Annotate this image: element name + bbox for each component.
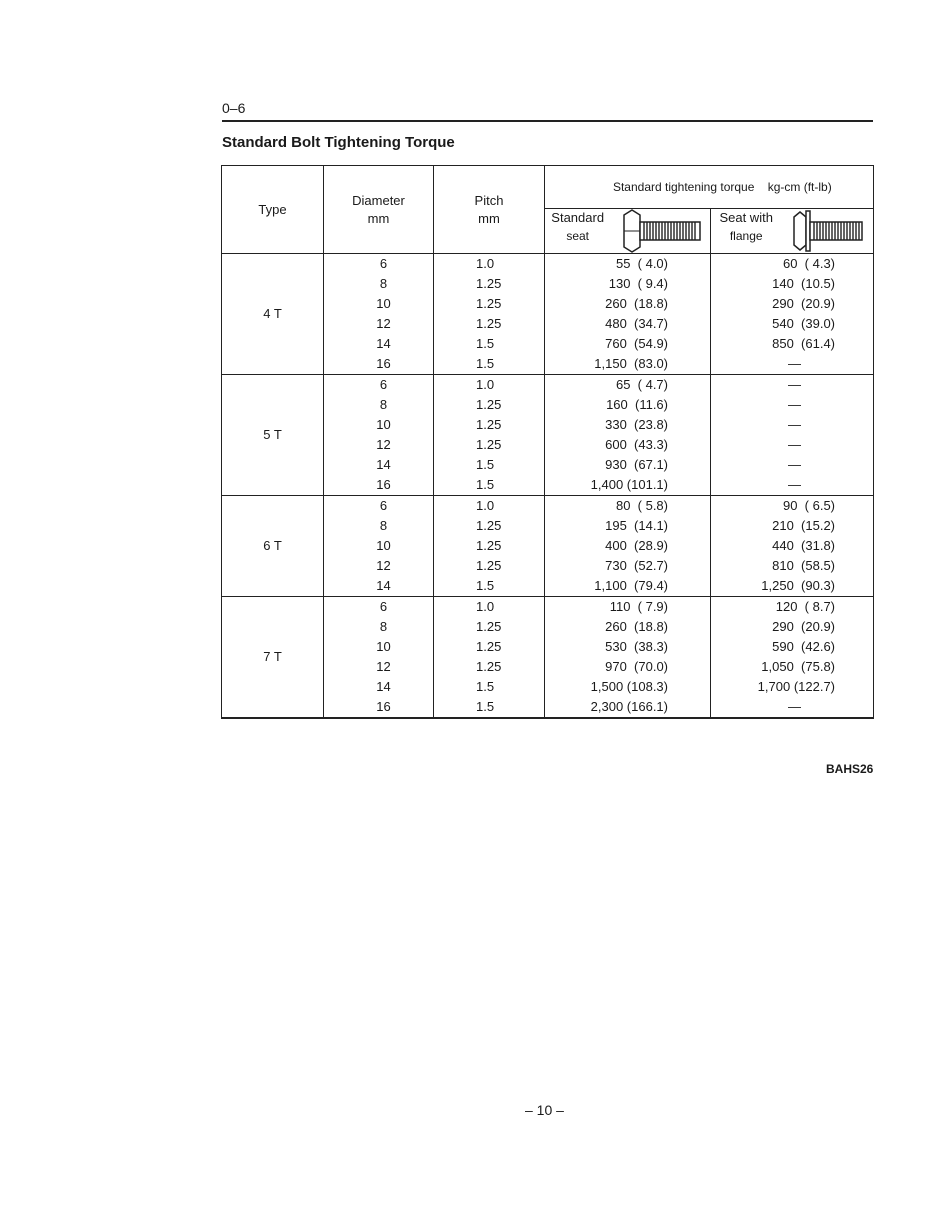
page-number: – 10 – bbox=[525, 1102, 564, 1118]
standard-torque-cell: 65 ( 4.7) bbox=[545, 375, 711, 396]
diameter-cell: 8 bbox=[324, 516, 434, 536]
flange-bolt-icon bbox=[787, 209, 865, 253]
pitch-cell: 1.25 bbox=[434, 435, 545, 455]
type-cell: 4 T bbox=[222, 254, 324, 375]
standard-torque-cell: 400 (28.9) bbox=[545, 536, 711, 556]
diameter-cell: 14 bbox=[324, 334, 434, 354]
flange-torque-cell: 1,050 (75.8) bbox=[711, 657, 874, 677]
flange-torque-cell: — bbox=[711, 395, 874, 415]
flange-torque-cell: — bbox=[711, 415, 874, 435]
page-title: Standard Bolt Tightening Torque bbox=[222, 134, 455, 151]
flange-torque-cell: 60 ( 4.3) bbox=[711, 254, 874, 275]
flange-torque-cell: 1,700 (122.7) bbox=[711, 677, 874, 697]
pitch-header bbox=[434, 166, 545, 254]
diameter-cell: 8 bbox=[324, 274, 434, 294]
table-row bbox=[222, 375, 874, 396]
flange-torque-cell: 590 (42.6) bbox=[711, 637, 874, 657]
standard-torque-cell: 55 ( 4.0) bbox=[545, 254, 711, 275]
flange-torque-cell: — bbox=[711, 354, 874, 375]
flange-torque-cell: 1,250 (90.3) bbox=[711, 576, 874, 597]
pitch-cell: 1.5 bbox=[434, 475, 545, 496]
diameter-cell: 12 bbox=[324, 314, 434, 334]
standard-torque-cell: 130 ( 9.4) bbox=[545, 274, 711, 294]
standard-torque-cell: 530 (38.3) bbox=[545, 637, 711, 657]
diameter-unit-label: mm bbox=[367, 210, 390, 226]
type-header bbox=[222, 166, 324, 254]
pitch-cell: 1.25 bbox=[434, 314, 545, 334]
diameter-cell: 8 bbox=[324, 617, 434, 637]
pitch-cell: 1.5 bbox=[434, 576, 545, 597]
pitch-cell: 1.25 bbox=[434, 637, 545, 657]
standard-torque-cell: 160 (11.6) bbox=[545, 395, 711, 415]
diameter-cell: 10 bbox=[324, 415, 434, 435]
standard-torque-cell: 1,400 (101.1) bbox=[545, 475, 711, 496]
pitch-cell: 1.25 bbox=[434, 415, 545, 435]
diameter-cell: 10 bbox=[324, 294, 434, 314]
diameter-cell: 16 bbox=[324, 475, 434, 496]
pitch-cell: 1.5 bbox=[434, 334, 545, 354]
standard-torque-cell: 1,100 (79.4) bbox=[545, 576, 711, 597]
flange-torque-cell: 210 (15.2) bbox=[711, 516, 874, 536]
diameter-cell: 6 bbox=[324, 496, 434, 517]
pitch-cell: 1.25 bbox=[434, 274, 545, 294]
diameter-cell: 14 bbox=[324, 455, 434, 475]
pitch-cell: 1.25 bbox=[434, 395, 545, 415]
table-row bbox=[222, 496, 874, 517]
diameter-cell: 12 bbox=[324, 657, 434, 677]
flange-torque-cell: 540 (39.0) bbox=[711, 314, 874, 334]
pitch-cell: 1.0 bbox=[434, 375, 545, 396]
flange-torque-cell: 440 (31.8) bbox=[711, 536, 874, 556]
flange-torque-cell: 290 (20.9) bbox=[711, 617, 874, 637]
standard-torque-cell: 330 (23.8) bbox=[545, 415, 711, 435]
standard-torque-cell: 730 (52.7) bbox=[545, 556, 711, 576]
flange-seat-header bbox=[711, 209, 874, 254]
pitch-cell: 1.0 bbox=[434, 597, 545, 618]
flange-seat-label-2: flange bbox=[729, 229, 763, 243]
flange-torque-cell: 290 (20.9) bbox=[711, 294, 874, 314]
type-cell: 6 T bbox=[222, 496, 324, 597]
pitch-cell: 1.25 bbox=[434, 516, 545, 536]
diameter-header bbox=[324, 166, 434, 254]
torque-table bbox=[221, 165, 874, 719]
standard-torque-cell: 260 (18.8) bbox=[545, 617, 711, 637]
standard-torque-cell: 600 (43.3) bbox=[545, 435, 711, 455]
flange-torque-cell: 810 (58.5) bbox=[711, 556, 874, 576]
section-number: 0–6 bbox=[222, 100, 246, 116]
diameter-cell: 16 bbox=[324, 697, 434, 718]
table-body bbox=[222, 254, 874, 719]
standard-seat-label-1: Standard bbox=[551, 210, 605, 225]
diameter-cell: 12 bbox=[324, 435, 434, 455]
header-rule bbox=[222, 120, 873, 122]
standard-torque-cell: 930 (67.1) bbox=[545, 455, 711, 475]
figure-code: BAHS26 bbox=[826, 762, 874, 776]
torque-group-label: Standard tightening torque kg-cm (ft-lb) bbox=[612, 180, 832, 194]
flange-torque-cell: 90 ( 6.5) bbox=[711, 496, 874, 517]
pitch-cell: 1.5 bbox=[434, 455, 545, 475]
pitch-cell: 1.5 bbox=[434, 354, 545, 375]
diameter-cell: 16 bbox=[324, 354, 434, 375]
table-row bbox=[222, 597, 874, 618]
type-cell: 7 T bbox=[222, 597, 324, 719]
standard-torque-cell: 760 (54.9) bbox=[545, 334, 711, 354]
diameter-cell: 14 bbox=[324, 576, 434, 597]
type-header-label: Type bbox=[258, 202, 287, 217]
standard-torque-cell: 1,150 (83.0) bbox=[545, 354, 711, 375]
standard-torque-cell: 260 (18.8) bbox=[545, 294, 711, 314]
pitch-cell: 1.25 bbox=[434, 294, 545, 314]
standard-torque-cell: 970 (70.0) bbox=[545, 657, 711, 677]
diameter-cell: 10 bbox=[324, 637, 434, 657]
standard-bolt-icon bbox=[618, 209, 704, 253]
flange-torque-cell: 850 (61.4) bbox=[711, 334, 874, 354]
standard-torque-cell: 480 (34.7) bbox=[545, 314, 711, 334]
pitch-cell: 1.25 bbox=[434, 657, 545, 677]
standard-seat-header bbox=[545, 209, 711, 254]
table-row bbox=[222, 254, 874, 275]
flange-torque-cell: — bbox=[711, 475, 874, 496]
flange-torque-cell: — bbox=[711, 697, 874, 718]
pitch-unit-label: mm bbox=[478, 210, 500, 226]
diameter-cell: 14 bbox=[324, 677, 434, 697]
diameter-cell: 12 bbox=[324, 556, 434, 576]
flange-seat-label-1: Seat with bbox=[719, 210, 773, 225]
standard-torque-cell: 2,300 (166.1) bbox=[545, 697, 711, 718]
standard-seat-label-2: seat bbox=[566, 229, 590, 243]
standard-torque-cell: 195 (14.1) bbox=[545, 516, 711, 536]
diameter-cell: 8 bbox=[324, 395, 434, 415]
flange-torque-cell: — bbox=[711, 435, 874, 455]
pitch-cell: 1.25 bbox=[434, 536, 545, 556]
pitch-cell: 1.0 bbox=[434, 496, 545, 517]
pitch-cell: 1.25 bbox=[434, 617, 545, 637]
torque-group-header bbox=[545, 166, 874, 209]
type-cell: 5 T bbox=[222, 375, 324, 496]
flange-torque-cell: 140 (10.5) bbox=[711, 274, 874, 294]
pitch-cell: 1.0 bbox=[434, 254, 545, 275]
pitch-cell: 1.5 bbox=[434, 677, 545, 697]
diameter-cell: 10 bbox=[324, 536, 434, 556]
flange-torque-cell: — bbox=[711, 375, 874, 396]
diameter-cell: 6 bbox=[324, 254, 434, 275]
pitch-header-label: Pitch bbox=[474, 192, 504, 208]
flange-torque-cell: 120 ( 8.7) bbox=[711, 597, 874, 618]
standard-torque-cell: 110 ( 7.9) bbox=[545, 597, 711, 618]
standard-torque-cell: 1,500 (108.3) bbox=[545, 677, 711, 697]
diameter-header-label: Diameter bbox=[352, 192, 405, 208]
pitch-cell: 1.25 bbox=[434, 556, 545, 576]
diameter-cell: 6 bbox=[324, 597, 434, 618]
diameter-cell: 6 bbox=[324, 375, 434, 396]
standard-torque-cell: 80 ( 5.8) bbox=[545, 496, 711, 517]
flange-torque-cell: — bbox=[711, 455, 874, 475]
pitch-cell: 1.5 bbox=[434, 697, 545, 718]
